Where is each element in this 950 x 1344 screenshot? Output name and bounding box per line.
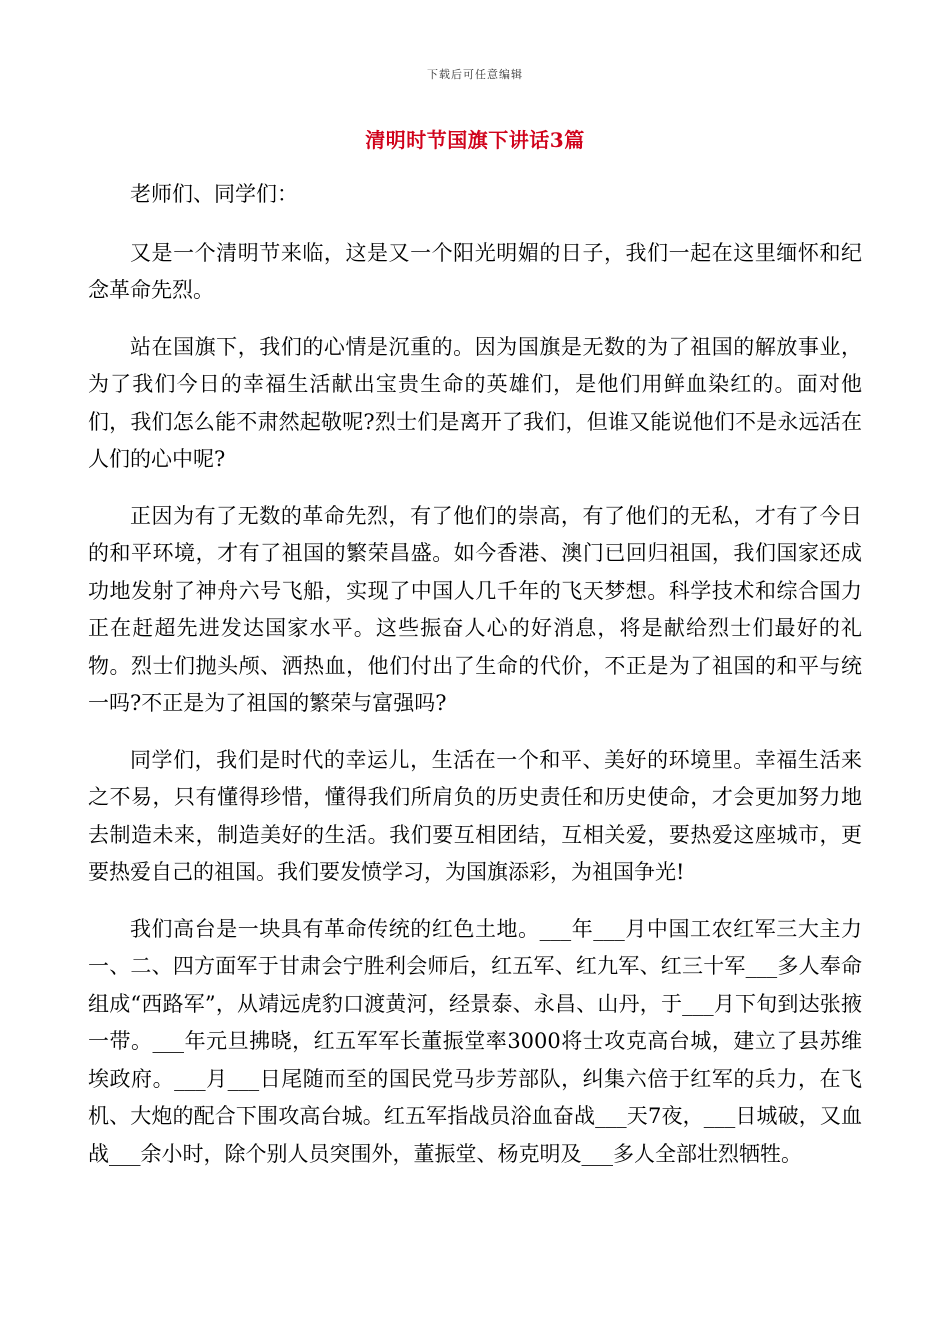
- body-paragraph: 站在国旗下，我们的心情是沉重的。因为国旗是无数的为了祖国的解放事业，为了我们今日的幸福生活献出宝贵生命的英雄们，是他们用鲜血染红的。面对他们，我们怎么能不肃然起敬呢?烈士们是离开了我们，但谁又能说他们不是永远活在人们的心中呢?: [88, 334, 862, 471]
- body-paragraph: 我们高台是一块具有革命传统的红色土地。___年___月中国工农红军三大主力一、二、四方面军于甘肃会宁胜利会师后，红五军、红九军、红三十军___多人奉命组成“西路军”，从靖远虎豹口渡黄河，经景泰、永昌、山丹，于___月下旬到达张掖一带。___年元旦拂晓，红五军军长董振堂率3000将士攻克高台城，建立了县苏维埃政府。___月___日尾随而至的国民党马步芳部队，纠集六倍于红军的兵力，在飞机、大炮的配合下围攻高台城。红五军指战员浴血奋战___天7夜，___日城破，又血战___余小时，除个别人员突围外，董振堂、杨克明及___多人全部壮烈牺牲。: [88, 916, 862, 1166]
- body-paragraph: 正因为有了无数的革命先烈，有了他们的崇高，有了他们的无私，才有了今日的和平环境，才有了祖国的繁荣昌盛。如今香港、澳门已回归祖国，我们国家还成功地发射了神舟六号飞船，实现了中国人几千年的飞天梦想。科学技术和综合国力正在赶超先进发达国家水平。这些振奋人心的好消息，将是献给烈士们最好的礼物。烈士们抛头颅、洒热血，他们付出了生命的代价，不正是为了祖国的和平与统一吗?不正是为了祖国的繁荣与富强吗?: [88, 503, 862, 715]
- body-paragraph: 同学们，我们是时代的幸运儿，生活在一个和平、美好的环境里。幸福生活来之不易，只有懂得珍惜，懂得我们所肩负的历史责任和历史使命，才会更加努力地去制造未来，制造美好的生活。我们要互相团结，互相关爱，要热爱这座城市，更要热爱自己的祖国。我们要发愤学习，为国旗添彩，为祖国争光!: [88, 747, 862, 884]
- salutation-paragraph: 老师们、同学们：: [130, 182, 298, 206]
- document-title: 清明时节国旗下讲话3篇: [365, 128, 585, 152]
- header-note: 下载后可任意编辑: [427, 68, 523, 81]
- document-body: [88, 176, 862, 1192]
- body-paragraph: 又是一个清明节来临，这是又一个阳光明媚的日子，我们一起在这里缅怀和纪念革命先烈。: [88, 240, 862, 302]
